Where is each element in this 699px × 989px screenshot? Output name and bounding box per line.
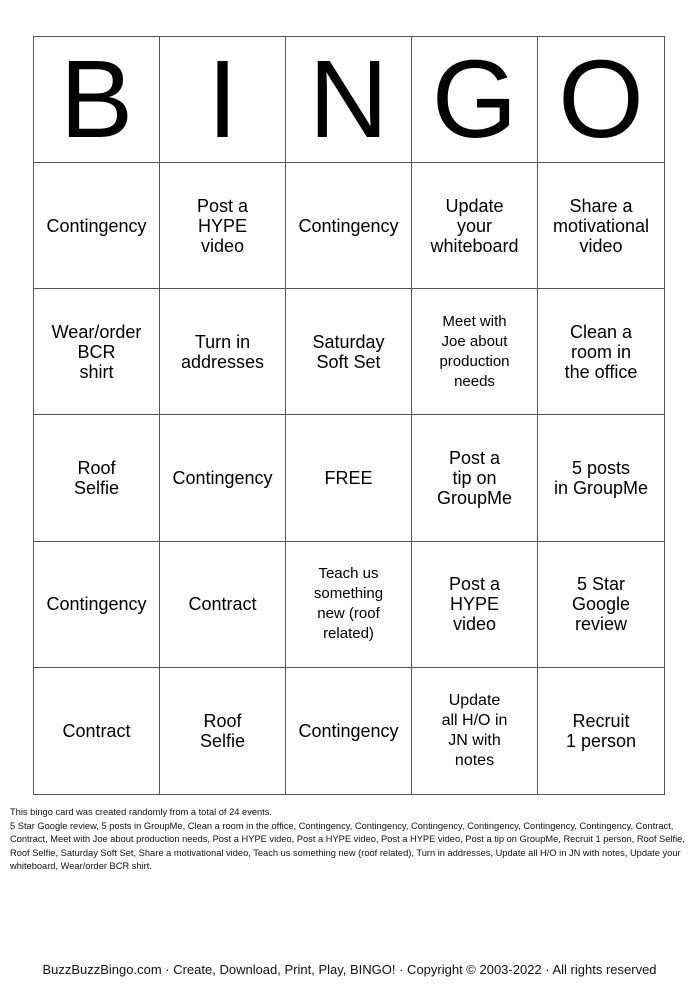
square-label-line: Meet with	[442, 312, 507, 330]
square-label-line: your	[456, 215, 492, 236]
header-letter: O	[558, 37, 644, 161]
header-letter: B	[59, 37, 134, 161]
square-label-line: video	[452, 614, 497, 635]
square-label	[439, 312, 509, 392]
header-letter: N	[308, 37, 389, 161]
square-label	[553, 196, 649, 256]
free-space-cell[interactable]	[286, 415, 412, 541]
square-label	[46, 594, 146, 614]
bingo-square[interactable]	[538, 289, 664, 415]
bingo-square[interactable]	[160, 542, 286, 668]
square-label-line: Saturday	[312, 331, 385, 352]
square-label-line: Selfie	[199, 730, 246, 751]
square-label-line: Clean a	[569, 321, 633, 342]
square-label-line: addresses	[180, 351, 265, 372]
square-label	[566, 711, 636, 751]
square-label-line: tip on	[452, 468, 497, 489]
square-label-line: Turn in	[194, 331, 251, 352]
header-letter: I	[207, 37, 238, 161]
square-label-line: notes	[454, 751, 495, 769]
square-label-line: shirt	[79, 361, 114, 382]
square-label	[312, 332, 384, 372]
square-label-line: in GroupMe	[553, 478, 649, 499]
square-label-line: Post a	[448, 448, 500, 469]
bingo-square[interactable]	[286, 668, 412, 794]
square-label	[172, 468, 272, 488]
square-label-line: Recruit	[572, 710, 630, 731]
square-label-line: Contingency	[46, 215, 147, 236]
square-label	[52, 322, 142, 382]
header-cell	[34, 37, 160, 163]
square-label-line: video	[200, 235, 245, 256]
square-label	[181, 332, 264, 372]
square-label-line: HYPE	[197, 215, 248, 236]
square-label-line: FREE	[324, 468, 373, 489]
bingo-square[interactable]	[286, 289, 412, 415]
bingo-square[interactable]	[286, 163, 412, 289]
square-label	[298, 721, 398, 741]
card-caption	[10, 806, 690, 874]
site-footer: BuzzBuzzBingo.com · Create, Download, Print, Play, BINGO! · Copyright © 2003-2022 · All rights reserved	[42, 962, 657, 977]
square-label	[298, 216, 398, 236]
square-label-line: Soft Set	[316, 351, 381, 372]
square-label-line: HYPE	[449, 594, 500, 615]
square-label-line: production	[439, 352, 510, 370]
bingo-square[interactable]	[34, 668, 160, 794]
square-label-line: Contract	[188, 594, 257, 615]
header-letter: G	[431, 37, 518, 161]
square-label-line: Contingency	[46, 594, 147, 615]
bingo-square[interactable]	[412, 163, 538, 289]
bingo-square[interactable]	[160, 163, 286, 289]
caption-event-list: 5 Star Google review, 5 posts in GroupMe, Clean a room in the office, Contingency, Contingency, Contingency, Contingency, Contingency, Contingency, Contract, Contract, Meet with Joe about production needs, Post a HYPE video, Post a HYPE video, Post a HYPE video, Post a tip on GroupMe, Recruit 1 person, Roof Selfie, Roof Selfie, Saturday Soft Set, Share a motivational video, Teach us something new (roof related), Turn in addresses, Update all H/O in JN with notes, Update your whiteboard, Wear/order BCR shirt.	[10, 820, 685, 871]
bingo-square[interactable]	[412, 668, 538, 794]
header-cell	[160, 37, 286, 163]
square-label-line: Contract	[62, 720, 131, 741]
bingo-square[interactable]	[538, 163, 664, 289]
bingo-square[interactable]	[34, 415, 160, 541]
square-label-line: needs	[454, 372, 495, 390]
square-label	[449, 574, 500, 634]
square-label-line: Update	[445, 195, 504, 216]
square-label-line: new (roof	[317, 605, 380, 623]
square-label-line: Google	[571, 594, 631, 615]
square-label-line: Share a	[569, 195, 633, 216]
bingo-square[interactable]	[286, 542, 412, 668]
header-cell	[286, 37, 412, 163]
square-label-line: whiteboard	[430, 235, 519, 256]
bingo-square[interactable]	[34, 542, 160, 668]
square-label	[442, 691, 508, 771]
bingo-square[interactable]	[34, 163, 160, 289]
bingo-square[interactable]	[160, 668, 286, 794]
square-label	[314, 564, 383, 644]
bingo-card-grid	[33, 36, 665, 795]
square-label-line: Contingency	[298, 215, 399, 236]
square-label-line: room in	[570, 341, 631, 362]
square-label-line: Post a	[448, 574, 501, 595]
bingo-square[interactable]	[160, 289, 286, 415]
bingo-square[interactable]	[160, 415, 286, 541]
bingo-square[interactable]	[34, 289, 160, 415]
square-label-line: Selfie	[73, 478, 120, 499]
square-label	[62, 721, 130, 741]
square-label-line: Contingency	[172, 468, 273, 489]
square-label	[554, 458, 648, 498]
square-label-line: review	[574, 614, 627, 635]
square-label	[188, 594, 256, 614]
square-label	[572, 574, 630, 634]
square-label-line: something	[313, 585, 384, 603]
square-label-line: the office	[564, 361, 638, 382]
square-label-line: Roof	[77, 458, 116, 479]
header-cell	[412, 37, 538, 163]
square-label-line: 1 person	[565, 730, 637, 751]
square-label-line: all H/O in	[441, 711, 508, 729]
square-label	[437, 448, 512, 508]
bingo-square[interactable]	[538, 542, 664, 668]
square-label	[200, 711, 245, 751]
bingo-square[interactable]	[412, 289, 538, 415]
square-label-line: Joe about	[441, 332, 508, 350]
bingo-square[interactable]	[412, 415, 538, 541]
bingo-square[interactable]	[412, 542, 538, 668]
square-label-line: Contingency	[298, 720, 399, 741]
square-label-line: motivational	[552, 215, 650, 236]
square-label	[74, 458, 119, 498]
square-label	[565, 322, 638, 382]
square-label-line: related)	[323, 625, 374, 643]
square-label-line: Update	[448, 691, 501, 709]
bingo-square[interactable]	[538, 668, 664, 794]
square-label	[430, 196, 518, 256]
square-label-line: GroupMe	[436, 488, 513, 509]
square-label	[46, 216, 146, 236]
square-label	[324, 468, 372, 488]
square-label-line: video	[579, 235, 623, 256]
square-label-line: 5 Star	[576, 574, 625, 595]
square-label	[197, 196, 248, 256]
caption-intro: This bingo card was created randomly from a total of 24 events.	[10, 807, 272, 817]
header-cell	[538, 37, 664, 163]
square-label-line: 5 posts	[571, 458, 631, 479]
square-label-line: Roof	[203, 710, 242, 731]
bingo-square[interactable]	[538, 415, 664, 541]
square-label-line: Post a	[196, 195, 249, 216]
square-label-line: JN with	[448, 731, 501, 749]
square-label-line: Teach us	[318, 565, 379, 583]
square-label-line: BCR	[77, 341, 116, 362]
square-label-line: Wear/order	[51, 321, 142, 342]
